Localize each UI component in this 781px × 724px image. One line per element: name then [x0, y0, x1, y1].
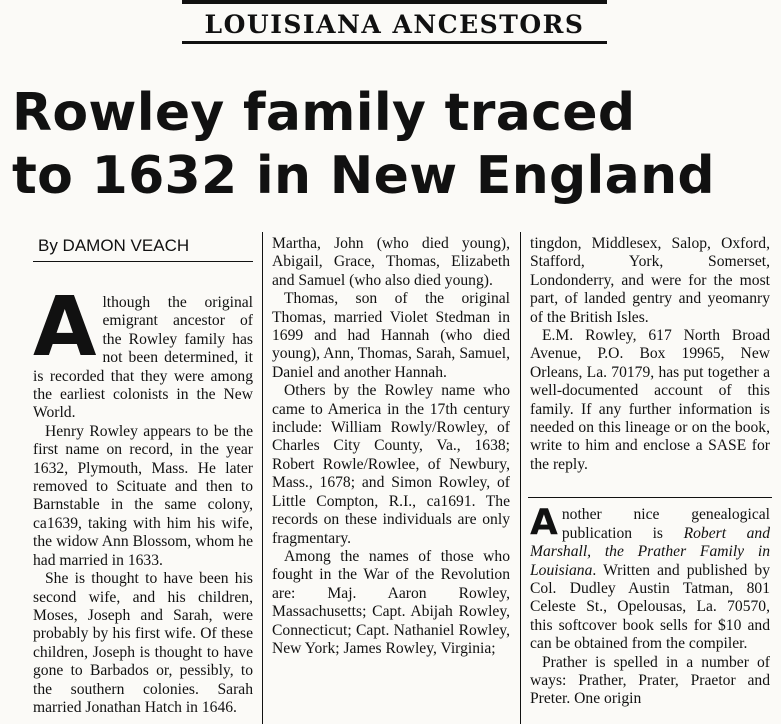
col3-paragraph-3-text-a: nother nice genealogical publication is [561, 506, 770, 542]
column-2 [272, 235, 510, 724]
byline: By DAMON VEACH [33, 235, 253, 262]
headline-line-2: to 1632 in New England [12, 146, 715, 206]
col2-paragraph-4: Among the names of those who fought in the War of the Revolution are: Maj. Aaron Rowley, Massachusetts; Capt. Abijah Rowley, Connecticut; Capt. Nathaniel Rowley, New York; James Rowley, Virginia; [272, 547, 510, 657]
kicker-text: LOUISIANA ANCESTORS [204, 10, 585, 39]
col2-paragraph-3: Others by the Rowley name who came to America in the 17th century include: William Rowly/Rowley, of Charles City County, Va., 1638; Robert Rowle/Rowlee, of Newbury, Mass., 1678; and Simon Rowley, of Little Compton, R.I., ca1691. The records on these individuals are only fragmentary. [272, 382, 510, 547]
column-1 [33, 235, 253, 724]
col1-paragraph-2: Henry Rowley appears to be the first name on record, in the year 1632, Plymouth, Mass. He later removed to Scituate and then to Barnstable in the same colony, ca1639, taking with him his wife, the widow Ann Blossom, whom he had married in 1633. [33, 422, 253, 569]
col1-paragraph-1 [33, 280, 253, 423]
col1-paragraph-3: She is thought to have been his second wife, and his children, Moses, Joseph and Sarah, were probably by his first wife. Of these children, Joseph is thought to have gone to Barbados or, pessibly, to the southern colonies. Sarah married Jonathan Hatch in 1646. [33, 570, 253, 716]
column-rule-1 [262, 232, 263, 724]
col3-paragraph-3 [530, 502, 770, 653]
headline [12, 82, 772, 208]
column-rule-2 [520, 232, 521, 724]
drop-cap: A [33, 280, 97, 375]
section-kicker [182, 0, 607, 44]
sidebar-gap [530, 474, 770, 506]
col3-paragraph-2: E.M. Rowley, 617 North Broad Avenue, P.O. Box 19965, New Orleans, La. 70179, has put together a well-documented account of this family. If any further information is needed on this lineage or on the book, write to him and enclose a SASE for the reply. [530, 327, 770, 473]
col2-paragraph-2: Thomas, son of the original Thomas, married Violet Stedman in 1699 and had Hannah (who died young), Ann, Thomas, Sarah, Samuel, Daniel and another Hannah. [272, 290, 510, 381]
column-3 [530, 235, 770, 724]
col3-paragraph-3-text-b: . Written and published by Col. Dudley Austin Tatman, 801 Celeste St., Opelousas, La. 70570, this softcover book sells for $10 and can be obtained from the compiler. [530, 561, 770, 653]
headline-line-1: Rowley family traced [12, 83, 636, 143]
col3-paragraph-4: Prather is spelled in a number of ways: Prather, Prater, Praetor and Preter. One origin [530, 653, 770, 708]
book-title: Robert and Marshall, the Prather Family in Louisiana [530, 524, 770, 579]
col2-paragraph-1: Martha, John (who died young), Abigail, Grace, Thomas, Elizabeth and Samuel (who also died young). [272, 235, 510, 289]
col1-paragraph-1-text: lthough the original emigrant ancestor of the Rowley family has not been determined, it is recorded that they were among the earliest colonists in the New World. [33, 294, 253, 422]
col3-paragraph-1: tingdon, Middlesex, Salop, Oxford, Stafford, York, Somerset, Londonderry, and were for the most part, of landed gentry and yeomanry of the British Isles. [530, 235, 770, 326]
drop-cap-small: A [530, 502, 558, 544]
